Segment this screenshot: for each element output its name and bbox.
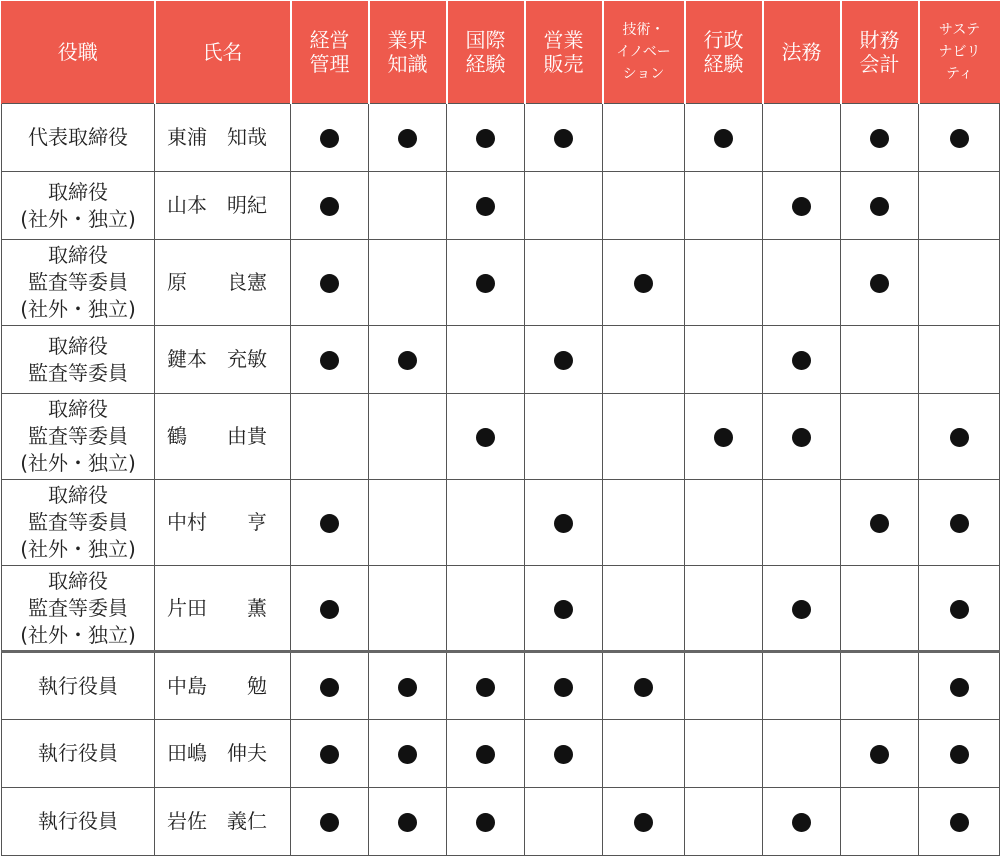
skill-cell <box>603 394 685 480</box>
role-cell: 取締役 監査等委員 (社外・独立) <box>2 394 155 480</box>
skill-dot-icon <box>398 813 417 832</box>
skill-dot-icon <box>320 745 339 764</box>
skill-dot-icon <box>398 745 417 764</box>
table-row <box>2 104 1000 172</box>
skill-cell <box>763 394 841 480</box>
skill-cell <box>685 326 763 394</box>
skill-cell <box>447 240 525 326</box>
skill-cell <box>919 104 1000 172</box>
skill-cell <box>919 566 1000 652</box>
skill-dot-icon <box>792 600 811 619</box>
table-row <box>2 652 1000 720</box>
skill-cell <box>447 652 525 720</box>
role-cell: 取締役 監査等委員 (社外・独立) <box>2 480 155 566</box>
skill-dot-icon <box>320 274 339 293</box>
header-administration: 行政 経験 <box>685 1 763 104</box>
skill-cell <box>763 240 841 326</box>
skill-cell <box>919 720 1000 788</box>
skill-cell <box>841 240 919 326</box>
skill-cell <box>841 788 919 856</box>
skill-cell <box>603 104 685 172</box>
skill-cell <box>685 788 763 856</box>
header-industry-knowledge: 業界 知識 <box>369 1 447 104</box>
skills-matrix-table <box>1 1 1000 856</box>
table-row <box>2 720 1000 788</box>
skill-cell <box>603 720 685 788</box>
skill-cell <box>919 652 1000 720</box>
header-legal: 法務 <box>763 1 841 104</box>
skill-cell <box>291 394 369 480</box>
skill-dot-icon <box>950 745 969 764</box>
header-international: 国際 経験 <box>447 1 525 104</box>
skill-cell <box>525 104 603 172</box>
skill-cell <box>763 720 841 788</box>
skill-dot-icon <box>950 600 969 619</box>
skill-dot-icon <box>554 351 573 370</box>
skill-dot-icon <box>950 129 969 148</box>
skill-dot-icon <box>398 129 417 148</box>
name-cell: 山本 明紀 <box>155 172 291 240</box>
header-row <box>2 1 1000 104</box>
skill-dot-icon <box>554 678 573 697</box>
skill-dot-icon <box>870 197 889 216</box>
skill-dot-icon <box>792 813 811 832</box>
skill-cell <box>447 788 525 856</box>
skill-cell <box>447 480 525 566</box>
skill-cell <box>525 394 603 480</box>
skill-cell <box>525 480 603 566</box>
skill-cell <box>763 326 841 394</box>
skill-dot-icon <box>714 428 733 447</box>
skill-dot-icon <box>792 197 811 216</box>
skill-cell <box>369 788 447 856</box>
name-cell: 鶴 由貴 <box>155 394 291 480</box>
skill-cell <box>841 720 919 788</box>
table-row <box>2 172 1000 240</box>
skill-cell <box>525 652 603 720</box>
skill-cell <box>525 566 603 652</box>
name-cell: 東浦 知哉 <box>155 104 291 172</box>
skill-cell <box>919 394 1000 480</box>
header-management: 経営 管理 <box>291 1 369 104</box>
skill-dot-icon <box>634 274 653 293</box>
skill-dot-icon <box>320 129 339 148</box>
skill-cell <box>525 240 603 326</box>
table-row <box>2 240 1000 326</box>
skill-cell <box>763 652 841 720</box>
skill-dot-icon <box>870 129 889 148</box>
skill-cell <box>369 240 447 326</box>
skill-dot-icon <box>870 745 889 764</box>
skill-dot-icon <box>554 514 573 533</box>
skill-cell <box>447 326 525 394</box>
role-cell: 取締役 (社外・独立) <box>2 172 155 240</box>
header-sustainability: サステ ナビリ ティ <box>919 1 1000 104</box>
header-sales: 営業 販売 <box>525 1 603 104</box>
skill-cell <box>685 104 763 172</box>
skill-cell <box>919 172 1000 240</box>
skill-cell <box>447 172 525 240</box>
skill-dot-icon <box>634 813 653 832</box>
skill-cell <box>919 240 1000 326</box>
skill-cell <box>291 566 369 652</box>
skill-cell <box>447 566 525 652</box>
skill-dot-icon <box>554 129 573 148</box>
skill-cell <box>447 104 525 172</box>
skill-cell <box>685 240 763 326</box>
header-name: 氏名 <box>155 1 291 104</box>
skill-dot-icon <box>792 351 811 370</box>
skill-dot-icon <box>554 745 573 764</box>
skill-dot-icon <box>476 813 495 832</box>
skill-cell <box>841 566 919 652</box>
skill-cell <box>685 720 763 788</box>
skill-cell <box>685 394 763 480</box>
table-row <box>2 394 1000 480</box>
skill-cell <box>447 720 525 788</box>
skill-cell <box>763 104 841 172</box>
skill-dot-icon <box>950 428 969 447</box>
skill-dot-icon <box>320 514 339 533</box>
skill-cell <box>291 172 369 240</box>
skill-cell <box>841 652 919 720</box>
skill-cell <box>291 652 369 720</box>
skill-cell <box>369 720 447 788</box>
name-cell: 鍵本 充敏 <box>155 326 291 394</box>
skill-cell <box>369 394 447 480</box>
skill-cell <box>685 566 763 652</box>
skill-dot-icon <box>320 197 339 216</box>
skill-cell <box>841 394 919 480</box>
skill-dot-icon <box>554 600 573 619</box>
skill-cell <box>603 240 685 326</box>
skill-cell <box>603 172 685 240</box>
skill-cell <box>291 788 369 856</box>
skill-cell <box>603 788 685 856</box>
name-cell: 中村 亨 <box>155 480 291 566</box>
skill-dot-icon <box>476 428 495 447</box>
skill-cell <box>291 480 369 566</box>
skill-cell <box>525 720 603 788</box>
role-cell: 執行役員 <box>2 720 155 788</box>
skill-cell <box>525 788 603 856</box>
skill-cell <box>525 326 603 394</box>
skill-dot-icon <box>320 678 339 697</box>
skill-cell <box>841 104 919 172</box>
role-cell: 執行役員 <box>2 652 155 720</box>
skill-cell <box>603 566 685 652</box>
skill-dot-icon <box>320 813 339 832</box>
skill-dot-icon <box>476 129 495 148</box>
skill-dot-icon <box>398 351 417 370</box>
skill-cell <box>919 788 1000 856</box>
skill-cell <box>369 172 447 240</box>
skill-cell <box>763 566 841 652</box>
role-cell: 執行役員 <box>2 788 155 856</box>
skill-cell <box>685 652 763 720</box>
skill-cell <box>763 788 841 856</box>
skill-cell <box>603 326 685 394</box>
skill-dot-icon <box>714 129 733 148</box>
skill-dot-icon <box>476 274 495 293</box>
skill-cell <box>685 172 763 240</box>
skill-cell <box>291 326 369 394</box>
role-cell: 取締役 監査等委員 (社外・独立) <box>2 566 155 652</box>
table-row <box>2 566 1000 652</box>
skill-cell <box>919 326 1000 394</box>
skill-dot-icon <box>476 678 495 697</box>
skill-dot-icon <box>476 197 495 216</box>
skill-dot-icon <box>870 514 889 533</box>
skill-cell <box>603 480 685 566</box>
name-cell: 原 良憲 <box>155 240 291 326</box>
name-cell: 中島 勉 <box>155 652 291 720</box>
skill-dot-icon <box>950 514 969 533</box>
skill-dot-icon <box>950 813 969 832</box>
name-cell: 岩佐 義仁 <box>155 788 291 856</box>
skill-dot-icon <box>398 678 417 697</box>
skill-cell <box>369 326 447 394</box>
skill-cell <box>841 480 919 566</box>
header-role: 役職 <box>2 1 155 104</box>
skill-cell <box>525 172 603 240</box>
header-finance-accounting: 財務 会計 <box>841 1 919 104</box>
skill-cell <box>291 240 369 326</box>
skill-dot-icon <box>870 274 889 293</box>
skill-dot-icon <box>950 678 969 697</box>
role-cell: 代表取締役 <box>2 104 155 172</box>
skill-dot-icon <box>792 428 811 447</box>
skill-cell <box>841 172 919 240</box>
skill-cell <box>369 104 447 172</box>
name-cell: 片田 薫 <box>155 566 291 652</box>
skill-cell <box>291 104 369 172</box>
table-row <box>2 480 1000 566</box>
skill-dot-icon <box>634 678 653 697</box>
name-cell: 田嶋 伸夫 <box>155 720 291 788</box>
skill-dot-icon <box>320 600 339 619</box>
skill-cell <box>841 326 919 394</box>
skill-cell <box>369 480 447 566</box>
skill-cell <box>919 480 1000 566</box>
skill-cell <box>685 480 763 566</box>
role-cell: 取締役 監査等委員 (社外・独立) <box>2 240 155 326</box>
role-cell: 取締役 監査等委員 <box>2 326 155 394</box>
skill-cell <box>291 720 369 788</box>
header-technology-innovation: 技術・ イノベー ション <box>603 1 685 104</box>
skill-cell <box>763 172 841 240</box>
skill-dot-icon <box>320 351 339 370</box>
table-row <box>2 326 1000 394</box>
skill-dot-icon <box>476 745 495 764</box>
skill-cell <box>369 652 447 720</box>
skill-cell <box>369 566 447 652</box>
table-row <box>2 788 1000 856</box>
skill-cell <box>447 394 525 480</box>
skill-cell <box>763 480 841 566</box>
skill-cell <box>603 652 685 720</box>
